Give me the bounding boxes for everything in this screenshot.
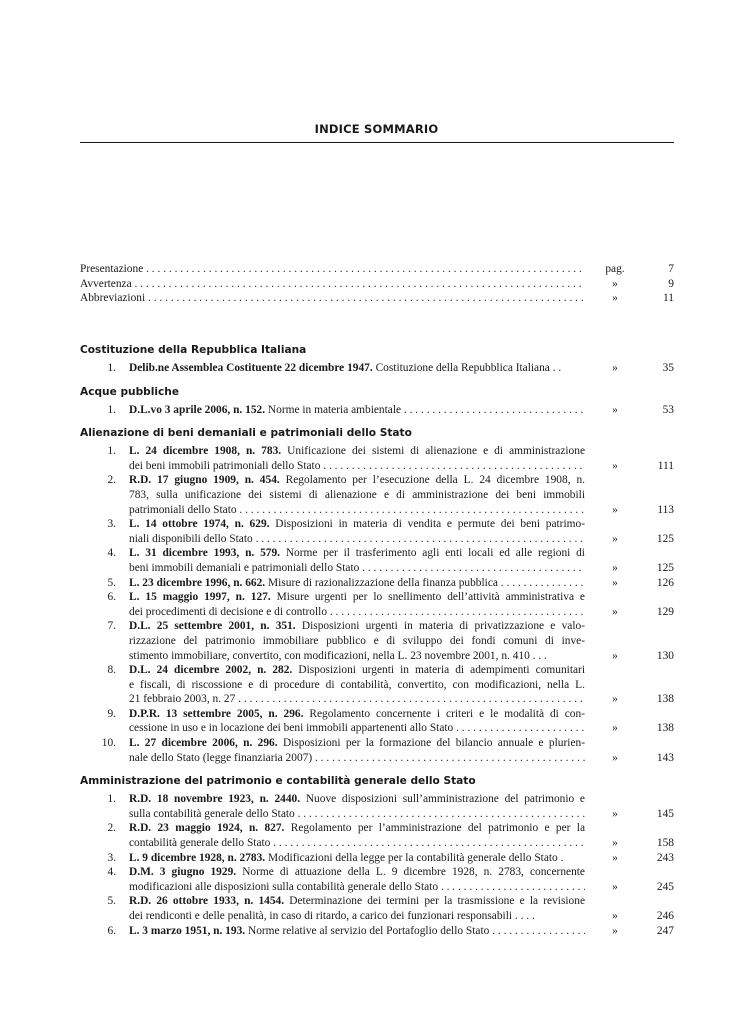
page-number: 126	[656, 576, 674, 589]
page-marker: »	[612, 837, 618, 850]
entry-number: 3.	[107, 851, 116, 864]
entry-number: 1.	[107, 445, 116, 458]
entry-line	[129, 692, 585, 707]
entry-description: Disposizioni urgenti in materia di privatizzazione e valo-	[295, 620, 585, 633]
entry-line	[129, 707, 585, 722]
entry-line	[129, 678, 585, 693]
toc-entry[interactable]	[80, 663, 674, 707]
entry-description: rizzazione del patrimonio immobiliare pubblico e di sviluppo dei fondi comuni di inve-	[129, 634, 585, 647]
entry-description: dei procedimenti di decisione e di controllo	[129, 605, 328, 618]
law-reference: L. 9 dicembre 1928, n. 2783.	[129, 851, 266, 864]
law-reference: L. 3 marzo 1951, n. 193.	[129, 924, 246, 937]
entry-line	[129, 736, 585, 751]
law-reference: L. 31 dicembre 1993, n. 579.	[129, 547, 280, 560]
entry-number: 2.	[107, 822, 116, 835]
law-reference: R.D. 23 maggio 1924, n. 827.	[129, 822, 285, 835]
entry-description: Disposizioni per la formazione del bilancio annuale e plurien-	[277, 737, 585, 750]
page-marker: »	[612, 693, 618, 706]
entry-text	[129, 821, 585, 850]
entry-line	[129, 721, 585, 736]
entry-line	[129, 821, 585, 836]
page-marker: »	[612, 459, 618, 472]
entry-description: Misure di razionalizzazione della finanza pubblica	[265, 576, 498, 589]
entry-line	[129, 894, 585, 909]
entry-line	[129, 503, 585, 518]
law-reference: D.L. 25 settembre 2001, n. 351.	[129, 620, 296, 633]
toc-entry[interactable]	[80, 444, 674, 473]
entry-description: Costituzione della Repubblica Italiana . .	[372, 362, 562, 374]
law-reference: L. 27 dicembre 2006, n. 296.	[129, 737, 278, 750]
page-number: 111	[657, 459, 674, 472]
law-reference: L. 14 ottobre 1974, n. 629.	[129, 518, 270, 531]
entry-description: Norme di attuazione della L. 9 dicembre 1928, n. 2783, concernente	[236, 866, 585, 879]
entry-line	[129, 663, 585, 678]
toc-entry[interactable]	[80, 736, 674, 765]
page-number: 125	[656, 561, 674, 574]
entry-line	[129, 792, 585, 807]
entry-text	[129, 473, 585, 517]
toc-sections	[80, 343, 674, 938]
page-number: 35	[662, 362, 674, 374]
toc-entry[interactable]	[80, 473, 674, 517]
page-marker: »	[612, 292, 618, 305]
section-heading: Acque pubbliche	[80, 385, 180, 398]
page-number: 243	[656, 851, 674, 864]
entry-line	[129, 590, 585, 605]
entry-line	[129, 649, 585, 664]
entry-line	[129, 751, 585, 766]
entry-text	[129, 792, 585, 821]
law-reference: D.M. 3 giugno 1929.	[129, 866, 237, 879]
page-number: 245	[656, 880, 674, 893]
page-number: 143	[656, 751, 674, 764]
toc-entry[interactable]	[80, 576, 674, 591]
law-reference: R.D. 26 ottobre 1933, n. 1454.	[129, 895, 285, 908]
entry-description: Norme per il trasferimento agli enti locali ed alle regioni di	[280, 547, 585, 560]
entry-text	[129, 707, 585, 736]
page-number: 9	[668, 277, 674, 290]
entry-text	[129, 444, 585, 473]
toc-entry[interactable]	[80, 821, 674, 850]
toc-entry[interactable]	[80, 894, 674, 923]
entry-line	[129, 361, 585, 376]
toc-entry[interactable]	[80, 590, 674, 619]
entry-line	[129, 546, 585, 561]
entry-text	[129, 865, 585, 894]
entry-description: dei rendiconti e delle penalità, in caso di ritardo, a carico dei funzionari responsabili . . . .	[129, 910, 535, 922]
entry-description: Regolamento concernente i criteri e le modalità di con-	[303, 707, 585, 720]
entry-description: contabilità generale dello Stato	[129, 837, 271, 850]
page-number: 145	[656, 807, 674, 820]
entry-text	[129, 924, 585, 939]
entry-description: sulla contabilità generale dello Stato	[129, 807, 295, 820]
entry-description: 21 febbraio 2003, n. 27	[129, 693, 236, 706]
toc-entry[interactable]	[80, 517, 674, 546]
entry-text	[129, 736, 585, 765]
toc-entry[interactable]	[80, 792, 674, 821]
entry-line	[129, 924, 585, 939]
toc-entry[interactable]	[80, 865, 674, 894]
front-matter-list	[80, 262, 674, 306]
toc-entry[interactable]	[80, 619, 674, 663]
page-marker: »	[612, 880, 618, 893]
page-marker: »	[612, 576, 618, 589]
entry-description: Regolamento per l’esecuzione della L. 24 dicembre 1908, n.	[279, 474, 585, 487]
toc-entry[interactable]	[80, 707, 674, 736]
page-number: 138	[656, 722, 674, 735]
law-reference: D.L.vo 3 aprile 2006, n. 152.	[129, 403, 266, 416]
page-number: 130	[656, 649, 674, 662]
entry-text	[129, 403, 585, 418]
entry-line	[129, 865, 585, 880]
page-number: 129	[656, 605, 674, 618]
page-marker: »	[612, 751, 618, 764]
entry-description: cessione in uso e in locazione dei beni immobili appartenenti allo Stato	[129, 722, 454, 735]
toc-entry[interactable]	[80, 851, 674, 866]
entry-number: 4.	[107, 866, 116, 879]
entry-line	[129, 576, 585, 591]
front-matter-title: Abbreviazioni . . .	[80, 291, 585, 306]
page-marker: »	[612, 362, 618, 374]
entry-text	[129, 576, 585, 591]
entry-text	[129, 517, 585, 546]
entry-description: patrimoniali dello Stato	[129, 503, 237, 516]
entry-line	[129, 517, 585, 532]
page-marker: »	[612, 503, 618, 516]
entry-line	[129, 459, 585, 474]
law-reference: D.L. 24 dicembre 2002, n. 282.	[129, 664, 293, 677]
front-matter-title: Avvertenza . . .	[80, 277, 585, 292]
entry-text	[129, 663, 585, 707]
entry-description: Misure urgenti per lo snellimento dell’attività amministrativa e	[270, 591, 585, 604]
entry-text	[129, 851, 585, 866]
toc-entry[interactable]	[80, 924, 674, 939]
entry-number: 5.	[107, 895, 116, 908]
entry-line	[129, 851, 585, 866]
entry-text	[129, 590, 585, 619]
entry-description: beni immobili demaniali e patrimoniali dello Stato	[129, 561, 360, 574]
front-matter-item[interactable]	[80, 262, 674, 277]
page-number: 125	[656, 532, 674, 545]
entry-description: Norme in materia ambientale	[265, 403, 402, 416]
toc-entry[interactable]	[80, 403, 674, 418]
page-number: 247	[656, 924, 674, 937]
section-heading: Alienazione di beni demaniali e patrimoniali dello Stato	[80, 427, 412, 440]
law-reference: L. 23 dicembre 1996, n. 662.	[129, 576, 266, 589]
section-heading: Costituzione della Repubblica Italiana	[80, 344, 307, 356]
entry-text	[129, 894, 585, 923]
page-marker: »	[612, 649, 618, 662]
page-number: 113	[657, 503, 674, 516]
entry-number: 9.	[107, 707, 116, 720]
entry-line	[129, 807, 585, 822]
entry-number: 1.	[107, 403, 116, 416]
law-reference: D.P.R. 13 settembre 2005, n. 296.	[129, 707, 304, 720]
entry-description: e fiscali, di riscossione e di procedure di contabilità, convertito, con modificazioni, nella L.	[129, 678, 585, 691]
entry-line	[129, 836, 585, 851]
page-number: 158	[656, 837, 674, 850]
entry-line	[129, 561, 585, 576]
page-marker: pag.	[605, 263, 625, 275]
entry-number: 6.	[107, 591, 116, 604]
page-marker: »	[612, 561, 618, 574]
page-number: 53	[662, 403, 674, 416]
entry-text	[129, 361, 585, 376]
entry-line	[129, 634, 585, 649]
law-reference: L. 24 dicembre 1908, n. 783.	[129, 445, 282, 458]
entry-line	[129, 444, 585, 459]
entry-description: Regolamento per l’amministrazione del patrimonio e per la	[284, 822, 585, 835]
entry-number: 6.	[107, 924, 116, 937]
entry-description: stimento immobiliare, convertito, con modificazioni, nella L. 23 novembre 2001, n. 410 . . .	[129, 649, 547, 662]
section-heading: Amministrazione del patrimonio e contabilità generale dello Stato	[80, 775, 476, 788]
page-marker: »	[612, 722, 618, 735]
entry-number: 10.	[101, 737, 116, 750]
entry-description: nale dello Stato (legge finanziaria 2007)	[129, 751, 313, 764]
entry-number: 4.	[107, 547, 116, 560]
law-reference: Delib.ne Assemblea Costituente 22 dicembre 1947.	[129, 362, 373, 374]
page-marker: »	[612, 851, 618, 864]
toc-entry[interactable]	[80, 546, 674, 575]
entry-description: 783, sulla unificazione dei sistemi di alienazione e di amministrazione dei beni immobili	[129, 488, 585, 501]
entry-description: modificazioni alle disposizioni sulla contabilità generale dello Stato	[129, 880, 439, 893]
entry-line	[129, 532, 585, 547]
entry-number: 8.	[107, 664, 116, 677]
page-marker: »	[612, 277, 618, 290]
entry-description: Unificazione dei sistemi di alienazione e di amministrazione	[281, 445, 585, 458]
entry-line	[129, 403, 585, 418]
entry-description: niali disponibili dello Stato	[129, 532, 253, 545]
entry-number: 2.	[107, 474, 116, 487]
entry-number: 5.	[107, 576, 116, 589]
entry-description: dei beni immobili patrimoniali dello Stato	[129, 459, 321, 472]
entry-description: Modificazioni della legge per la contabilità generale dello Stato .	[265, 851, 564, 864]
page-title: INDICE SOMMARIO	[314, 122, 439, 136]
front-matter-title: Presentazione . . .	[80, 262, 585, 277]
entry-description: Disposizioni urgenti in materia di adempimenti comunitari	[292, 664, 585, 677]
entry-line	[129, 619, 585, 634]
entry-text	[129, 619, 585, 663]
page-number: 11	[663, 292, 674, 305]
page-marker: »	[612, 532, 618, 545]
page-number: 246	[656, 910, 674, 922]
front-matter-item[interactable]	[80, 277, 674, 292]
page-marker: »	[612, 807, 618, 820]
entry-number: 7.	[107, 620, 116, 633]
entry-line	[129, 605, 585, 620]
entry-line	[129, 909, 585, 924]
entry-number: 1.	[107, 793, 116, 806]
entry-line	[129, 473, 585, 488]
page-number: 7	[668, 263, 674, 275]
page-marker: »	[612, 605, 618, 618]
law-reference: R.D. 17 giugno 1909, n. 454.	[129, 474, 280, 487]
law-reference: L. 15 maggio 1997, n. 127.	[129, 591, 271, 604]
entry-description: Norme relative al servizio del Portafoglio dello Stato	[245, 924, 490, 937]
entry-number: 3.	[107, 518, 116, 531]
entry-number: 1.	[107, 362, 116, 374]
toc-entry[interactable]	[80, 361, 674, 376]
page-number: 138	[656, 693, 674, 706]
entry-line	[129, 880, 585, 895]
title-rule	[80, 142, 674, 143]
page-marker: »	[612, 924, 618, 937]
law-reference: R.D. 18 novembre 1923, n. 2440.	[129, 793, 301, 806]
page-marker: »	[612, 403, 618, 416]
entry-text	[129, 546, 585, 575]
page-marker: »	[612, 910, 618, 922]
entry-description: Disposizioni in materia di vendita e permute dei beni patrimo-	[269, 518, 585, 531]
entry-line	[129, 488, 585, 503]
front-matter-item[interactable]	[80, 291, 674, 306]
entry-description: Nuove disposizioni sull’amministrazione del patrimonio e	[300, 793, 585, 806]
entry-description: Determinazione dei termini per la trasmissione e la revisione	[284, 895, 585, 908]
